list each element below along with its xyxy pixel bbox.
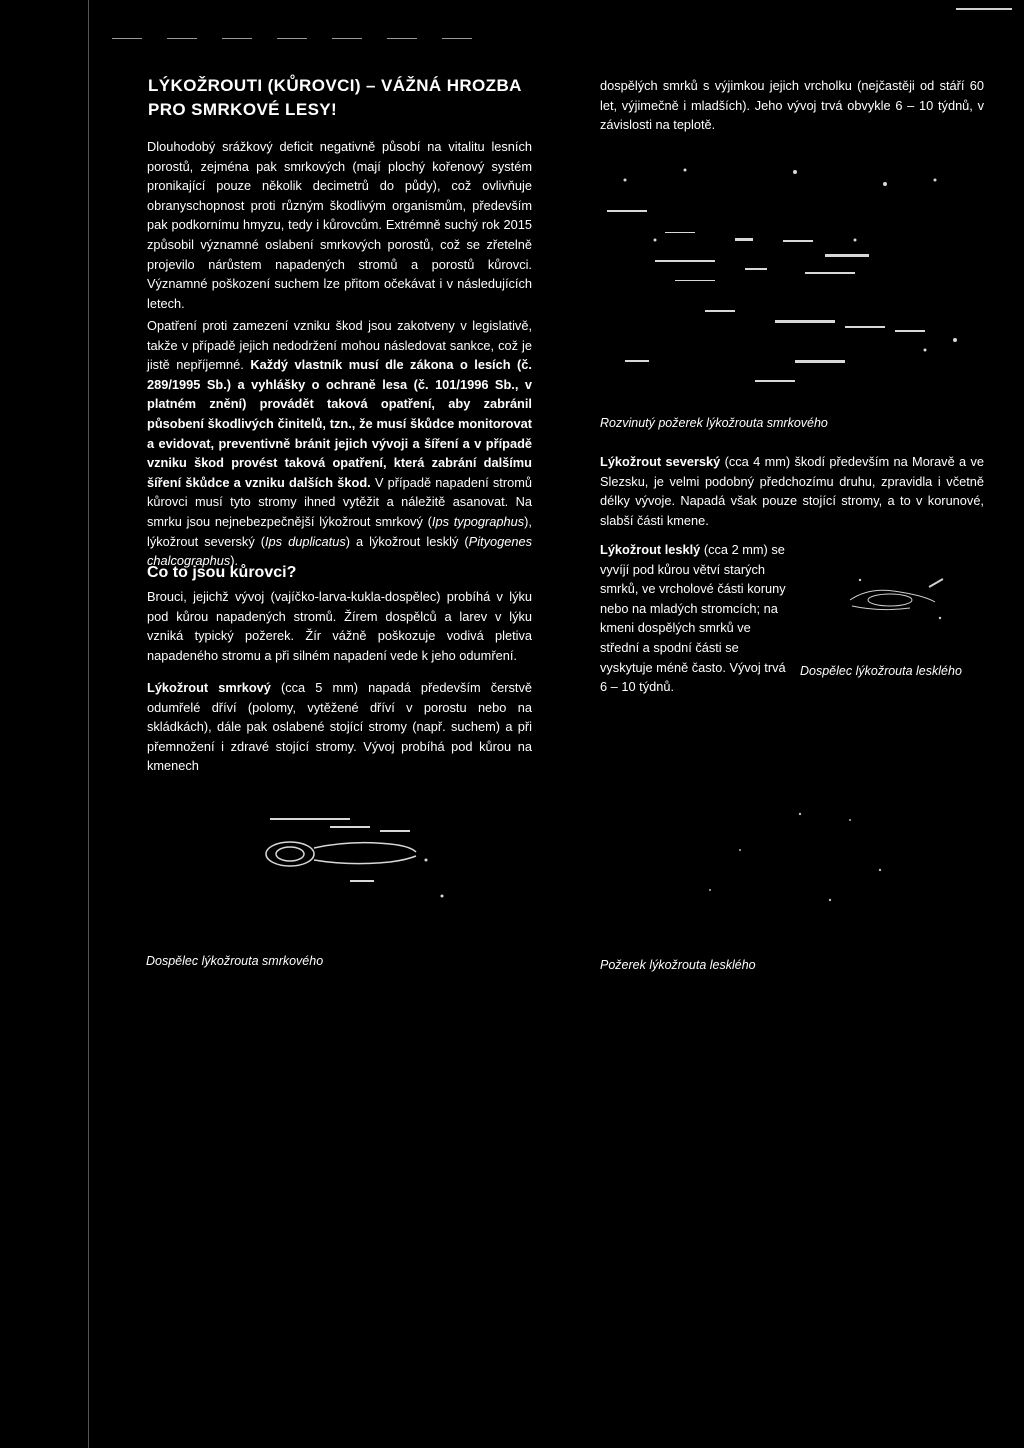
title-line-2: PRO SMRKOVÉ LESY!	[148, 100, 338, 119]
right-top-paragraph: dospělých smrků s výjimkou jejich vrcholku (nejčastěji od stáří 60 let, výjimečně i mladších). Jeho vývoj trvá obvykle 6 – 10 týdnů, v závislosti na teplotě.	[600, 78, 984, 133]
photo-adult-smrkovy	[230, 800, 470, 910]
leskly-text: (cca 2 mm) se vyvíjí pod kůrou větví starých smrků, ve vrcholové části koruny nebo na mladých stromcích; na kmeni dospělých smrků ve střední a spodní části se vyskytuje méně často. Vývoj trvá 6 – 10 týdnů.	[600, 542, 786, 695]
latin-ips-duplicatus: Ips duplicatus	[265, 533, 346, 549]
what-paragraph: Brouci, jejichž vývoj (vajíčko-larva-kukla-dospělec) probíhá v lýku pod kůrou napadených stromů. Žírem dospělců a larev v lýku vzniká typický požerek. Žír vážně poškozuje vodivá pletiva napadeného stromu a při silném napadení vede k jeho odumření.	[147, 589, 532, 663]
scan-top-line	[956, 8, 1012, 10]
scan-edge-line	[88, 0, 89, 1448]
severky-paragraph	[600, 452, 984, 530]
legislation-bold: Každý vlastník musí dle zákona o lesích (č. 289/1995 Sb.) a vyhlášky o ochraně lesa (č. 101/1996 Sb., v platném znění) provádět taková opatření, aby zabránil působení škodlivých činitelů, tzn., že musí škůdce monitorovat a evidovat, preventivně bránit jejich vývoji a šíření a v případě vzniku škod provést taková opatření, která zabrání dalšímu šíření škůdce a vzniku dalších škod.	[147, 357, 532, 490]
caption-gallery-leskly: Požerek lýkožrouta lesklého	[600, 958, 756, 972]
intro-paragraph: Dlouhodobý srážkový deficit negativně působí na vitalitu lesních porostů, zejména pak smrkových (mají plochý kořenový systém pronikající pouze několik decimetrů do půdy), což ovlivňuje obranyschopnost proti různým škodlivým organismům, především pak podkornímu hmyzu, tedy i kůrovcům. Extrémně suchý rok 2015 způsobil významné oslabení smrkových porostů, což se zřetelně projevilo nárůstem napadených stromů a porostů kůrovci. Významné poškození suchem lze přitom očekávat i v následujících letech.	[147, 139, 532, 311]
smrkovy-name: Lýkožrout smrkový	[147, 680, 271, 695]
photo-gallery-leskly	[620, 790, 920, 930]
severky-text: (cca 4 mm) škodí především na Moravě a ve Slezsku, je velmi podobný předchozímu druhu, zpravidla i včetně délky vývoje. Napadá však pouze stojící stromy, a to v korunové, slabší části kmene.	[600, 454, 984, 528]
leskly-name: Lýkožrout lesklý	[600, 542, 701, 557]
title-line-1: LÝKOŽROUTI (KŮROVCI) – VÁŽNÁ HROZBA	[148, 76, 522, 95]
latin-pityogenes: Pityogenes chalcographus	[147, 533, 532, 569]
legislation-text-4: ) a lýkožrout lesklý (	[345, 533, 469, 549]
scan-top-dashes	[112, 38, 472, 39]
caption-gallery-spruce: Rozvinutý požerek lýkožrouta smrkového	[600, 416, 828, 430]
leskly-paragraph	[600, 540, 790, 697]
severky-name: Lýkožrout severský	[600, 454, 721, 469]
caption-adult-leskly: Dospělec lýkožrouta lesklého	[800, 664, 962, 678]
legislation-paragraph	[147, 316, 532, 571]
latin-ips-typographus: Ips typographus	[431, 513, 525, 529]
smrkovy-text: (cca 5 mm) napadá především čerstvě odumřelé dříví (polomy, vytěžené dříví v porostu nebo na skládkách), dále pak oslabené stojící stromy (např. suchem) a při přemnožení i zdravé stojící stromy. Vývoj probíhá pod kůrou na kmenech	[147, 680, 533, 774]
what-heading: Co to jsou kůrovci?	[147, 564, 297, 581]
legislation-text-1: Opatření proti zamezení vzniku škod jsou zakotveny v legislativě, takže v případě jejich nedodržení mohou následovat sankce, což je jistě nepříjemné.	[147, 318, 532, 373]
photo-adult-leskly	[830, 560, 970, 640]
legislation-text-2: V případě napadení stromů kůrovci musí tyto stromy ihned vytěžit a náležitě asanovat. Na smrku jsou nejnebezpečnější lýkožrout smrkový (	[147, 474, 532, 529]
caption-adult-smrkovy: Dospělec lýkožrouta smrkového	[146, 954, 324, 968]
legislation-text-3: ), lýkožrout severský (	[147, 513, 532, 549]
smrkovy-paragraph	[147, 678, 532, 776]
legislation-text-5: ).	[230, 553, 239, 569]
photo-gallery-spruce-beetle	[595, 150, 995, 390]
page-title	[148, 74, 548, 122]
